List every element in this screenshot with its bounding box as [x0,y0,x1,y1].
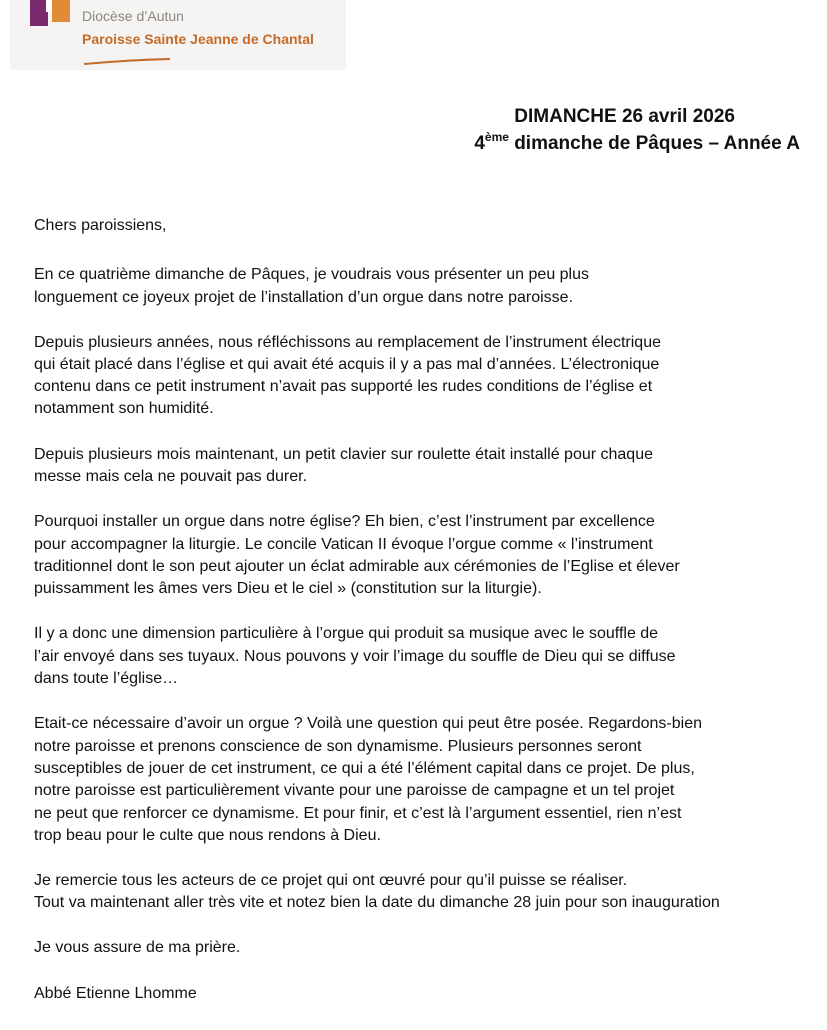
sunday-number: 4 [474,133,485,154]
paragraph-2-line: qui était placé dans l’église et qui avait été acquis il y a pas mal d’années. L’électronique [34,356,660,373]
header-liturgical-sunday [474,130,800,155]
paragraph-6-line: Etait-ce nécessaire d’avoir un orgue ? Voilà une question qui peut être posée. Regardons-bien [34,715,702,732]
paragraph-7-line: Je remercie tous les acteurs de ce projet qui ont œuvré pour qu’il puisse se réaliser. [34,872,628,889]
closing: Je vous assure de ma prière. [34,939,241,956]
sunday-ordinal-suffix: ème [484,130,509,144]
paragraph-2-line: notamment son humidité. [34,400,214,417]
greeting: Chers paroissiens, [34,217,167,234]
paragraph-1-line: En ce quatrième dimanche de Pâques, je voudrais vous présenter un peu plus [34,266,590,283]
paragraph-6-line: trop beau pour le culte que nous rendons à Dieu. [34,827,381,844]
paragraph-6-line: notre paroisse et prenons conscience de son dynamisme. Plusieurs personnes seront [34,738,642,755]
paragraph-4-line: pour accompagner la liturgie. Le concile Vatican II évoque l’orgue comme « l’instrument [34,536,653,553]
paragraph-6-line: notre paroisse est particulièrement vivante pour une paroisse de campagne et un tel projet [34,782,675,799]
header-date: DIMANCHE 26 avril 2026 [514,106,735,127]
paragraph-6-line: susceptibles de jouer de cet instrument, ce qui a été l’élément capital dans ce projet. De plus, [34,760,695,777]
diocese-name: Diocèse d’Autun [82,8,184,24]
paragraph-4-line: traditionnel dont le son peut ajouter un éclat admirable aux cérémonies de l’Eglise et élever [34,558,680,575]
paragraph-2-line: Depuis plusieurs années, nous réfléchissons au remplacement de l’instrument électrique [34,334,661,351]
paragraph-2-line: contenu dans ce petit instrument n’avait pas supporté les rudes conditions de l’église et [34,378,653,395]
paragraph-4-line: puissamment les âmes vers Dieu et le ciel » (constitution sur la liturgie). [34,580,542,597]
parish-logo-icon [22,0,78,30]
logo-underline [82,58,172,66]
paragraph-5-line: l’air envoyé dans ses tuyaux. Nous pouvons y voir l’image du souffle de Dieu qui se diffuse [34,648,676,665]
paragraph-3-line: messe mais cela ne pouvait pas durer. [34,468,308,485]
paragraph-5-line: Il y a donc une dimension particulière à l’orgue qui produit sa musique avec le souffle de [34,625,659,642]
paragraph-4-line: Pourquoi installer un orgue dans notre église? Eh bien, c’est l’instrument par excellence [34,513,655,530]
parish-name: Paroisse Sainte Jeanne de Chantal [82,31,314,47]
paragraph-3-line: Depuis plusieurs mois maintenant, un petit clavier sur roulette était installé pour chaque [34,446,653,463]
letterhead [10,0,346,70]
paragraph-7-line: Tout va maintenant aller très vite et notez bien la date du dimanche 28 juin pour son inauguration [34,894,720,911]
paragraph-1-line: longuement ce joyeux projet de l’installation d’un orgue dans notre paroisse. [34,289,574,306]
sunday-title: dimanche de Pâques – Année A [508,133,800,154]
signature: Abbé Etienne Lhomme [34,985,197,1002]
paragraph-6-line: ne peut que renforcer ce dynamisme. Et pour finir, et c’est là l’argument essentiel, rien n’est [34,805,682,822]
paragraph-5-line: dans toute l’église… [34,670,179,687]
